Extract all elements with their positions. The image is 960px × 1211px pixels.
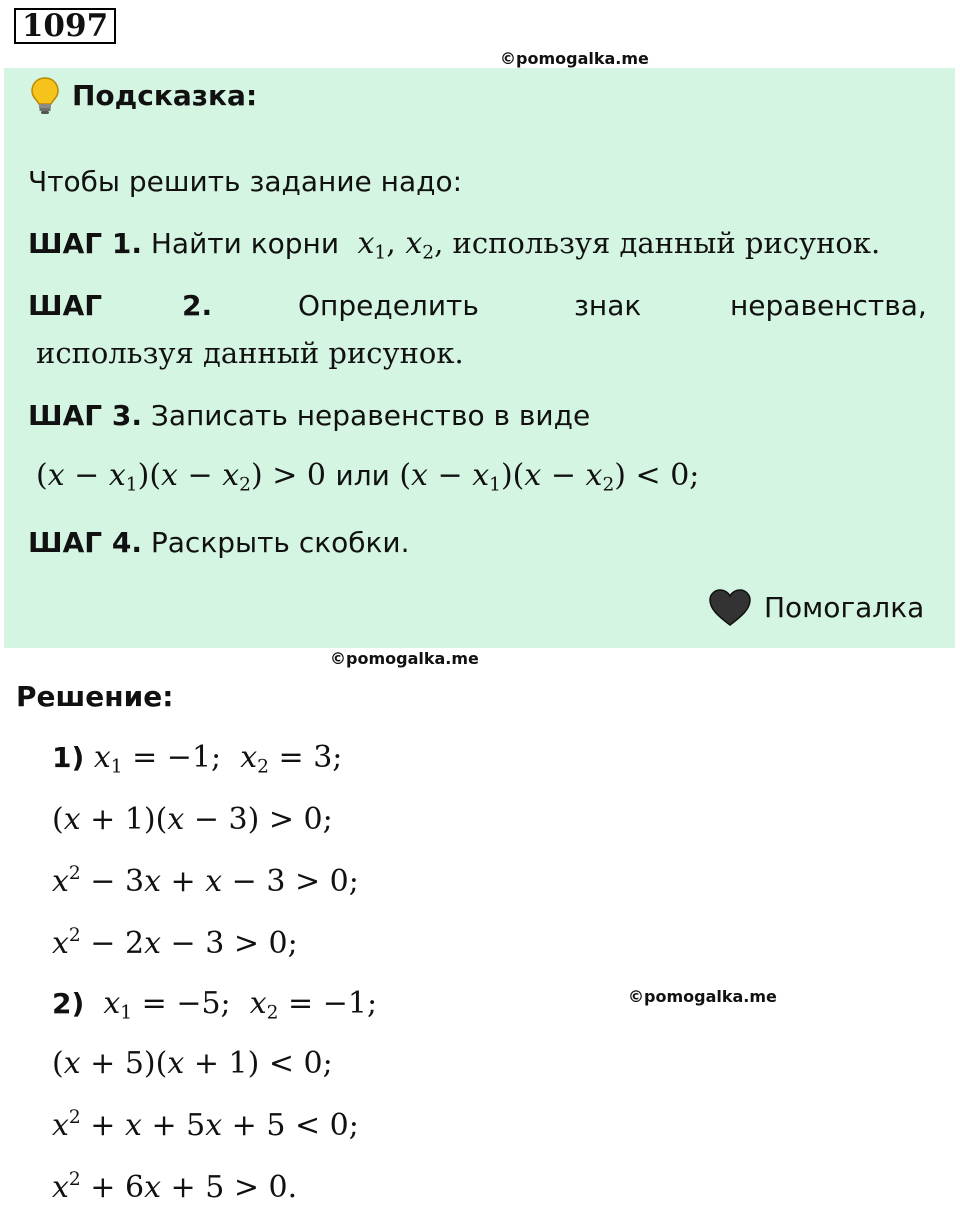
solution-line-3: $x^2 - 3x + x - 3 > 0$; [52, 862, 359, 899]
step-1 [28, 226, 881, 264]
part-2-label: 2) [52, 987, 85, 1020]
hint-intro: Чтобы решить задание надо: [28, 165, 463, 198]
solution-line-5: 2) $x_1 = -5$; $x_2 = -1$; [52, 986, 378, 1024]
step-2-line-2: используя данный рисунок. [36, 336, 464, 370]
solution-line-2: (x + 1)(x − 3) > 0; [52, 802, 333, 837]
solution-line-6: (x + 5)(x + 1) < 0; [52, 1046, 333, 1081]
step-2-word-1: Определить [298, 289, 479, 322]
step-3-label: ШАГ 3. [28, 399, 142, 432]
solution-line-8: $x^2 + 6x + 5 > 0$. [52, 1168, 298, 1205]
step-1-text-b: , используя данный рисунок. [434, 226, 881, 260]
step-4-text: Раскрыть скобки. [150, 526, 410, 559]
hint-title: Подсказка: [72, 79, 258, 112]
heart-icon [708, 588, 752, 628]
step-2-word-2: знак [574, 289, 642, 322]
step-4 [28, 526, 410, 559]
step-2-label-a: ШАГ [28, 289, 103, 322]
step-3-or: или [335, 459, 390, 492]
watermark: ©pomogalka.me [500, 49, 649, 68]
signature: Помогалка [764, 591, 925, 624]
lightbulb-icon [30, 76, 60, 116]
step-1-text: Найти корни [150, 227, 340, 260]
task-number: 1097 [14, 8, 116, 44]
solution-line-4: $x^2 - 2x - 3 > 0$; [52, 924, 298, 961]
solution-title: Решение: [16, 680, 174, 713]
step-4-label: ШАГ 4. [28, 526, 142, 559]
step-2-label-b: 2. [182, 289, 213, 322]
watermark: ©pomogalka.me [628, 987, 777, 1006]
step-2-word-3: неравенства, [730, 289, 927, 322]
solution-line-7: $x^2 + x + 5x + 5 < 0$; [52, 1106, 359, 1143]
solution-line-1: 1) $x_1 = -1$; $x_2 = 3$; [52, 740, 343, 778]
step-3-text: Записать неравенство в виде [150, 399, 591, 432]
part-1-label: 1) [52, 741, 85, 774]
step-3 [28, 399, 590, 432]
watermark: ©pomogalka.me [330, 649, 479, 668]
step-3-formula: $(x - x_1)(x - x_2) > 0$ или $(x - x_1)(x - x_2) < 0$; [36, 458, 700, 496]
step-1-formula: $x_1$, $x_2$ [357, 226, 435, 264]
step-1-label: ШАГ 1. [28, 227, 142, 260]
